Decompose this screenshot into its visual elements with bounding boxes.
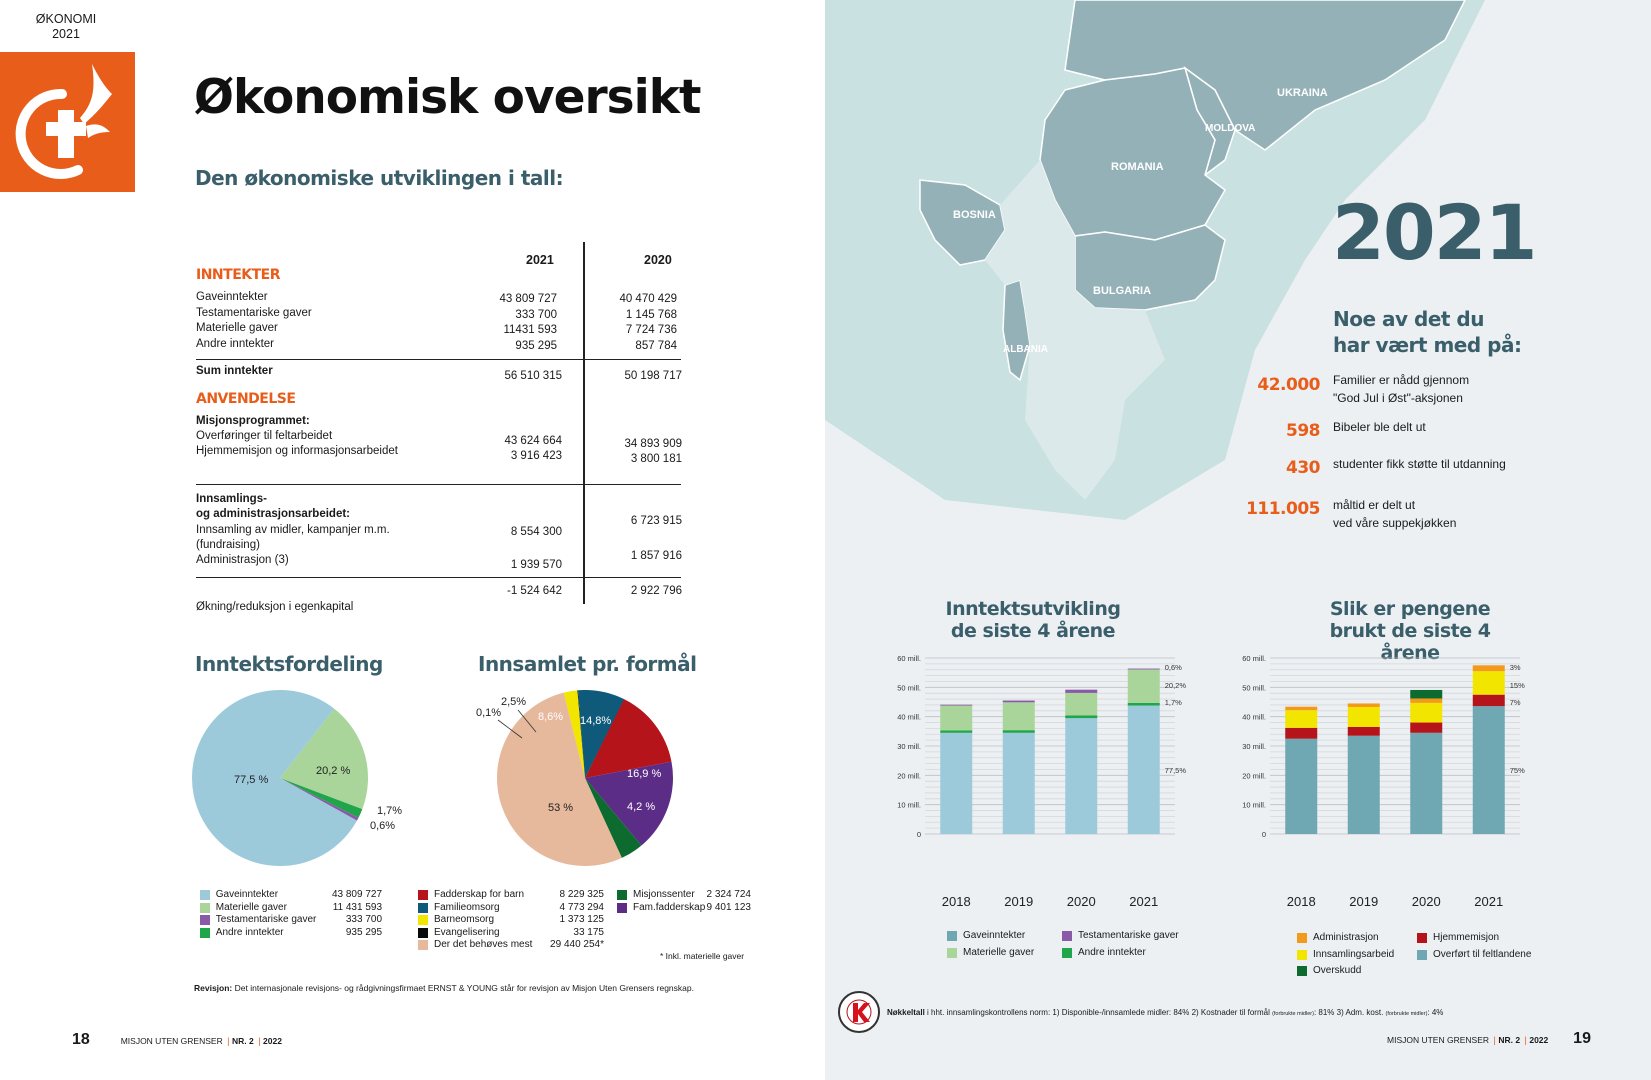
legend-value: 29 440 254*: [550, 939, 604, 950]
mission-header: Misjonsprogrammet:: [196, 415, 310, 427]
y-tick-label: 0: [916, 830, 921, 839]
admin-header-1: Innsamlings-: [196, 493, 267, 505]
income-row-2021: 935 295: [515, 339, 557, 352]
keyfigures-bold: Nøkkeltall: [887, 1008, 925, 1017]
legend-value: 8 229 325: [559, 889, 604, 900]
bar1-legend: [947, 930, 1187, 959]
legend-swatch: [1062, 948, 1072, 958]
income-header: INNTEKTER: [196, 267, 280, 283]
legend-swatch: [617, 903, 627, 913]
y-tick-label: 10 mill.: [1242, 800, 1266, 810]
legend-label: Materielle gaver: [215, 901, 287, 913]
legend-swatch: [200, 903, 210, 913]
footer-right-issue: NR. 2: [1498, 1035, 1521, 1045]
legend-item: [617, 889, 757, 902]
sum-2020: 50 198 717: [624, 370, 682, 382]
x-tick-label: 2019: [1004, 894, 1034, 909]
legend-item: [1417, 932, 1547, 945]
bar-annotation: 75%: [1509, 766, 1525, 775]
legend-swatch: [1297, 933, 1307, 943]
col-2021-header: 2021: [526, 253, 554, 267]
bar-segment: [1003, 730, 1035, 733]
legend-swatch: [947, 948, 957, 958]
legend-swatch: [1297, 950, 1307, 960]
bar-segment: [940, 730, 972, 732]
highlight-text-4b: ved våre suppekjøkken: [1333, 516, 1457, 530]
income-row-label: Materielle gaver: [196, 322, 278, 334]
income-row-2021: 11431 593: [503, 324, 557, 336]
y-tick-label: 50 mill.: [1242, 683, 1266, 693]
page-title: Økonomisk oversikt: [194, 70, 701, 125]
keyfigures-small-2: (forbrukte midler): [1385, 1011, 1428, 1017]
footer-left-issue: NR. 2: [232, 1036, 254, 1046]
sum-label: Sum inntekter: [196, 365, 273, 377]
legend-swatch: [418, 890, 428, 900]
map-label-bosnia: BOSNIA: [953, 209, 996, 221]
bar-segment: [1348, 703, 1380, 707]
pie2-label-b: 0,1%: [476, 707, 502, 719]
income-row-2020: 40 470 429: [619, 293, 677, 305]
revision-note: [194, 983, 694, 993]
mission-row-2-label: Hjemmemisjon og informasjonsarbeidet: [196, 445, 398, 457]
legend-label: Innsamlingsarbeid: [1313, 948, 1395, 960]
fund-label-2: (fundraising): [196, 539, 260, 551]
logo: [0, 52, 135, 192]
pie2-label-a: 53 %: [548, 802, 574, 814]
y-tick-label: 60 mill.: [1242, 654, 1266, 663]
income-row-2021: 333 700: [515, 308, 557, 321]
map-label-moldova: MOLDOVA: [1205, 123, 1256, 134]
bar-segment: [1473, 706, 1505, 834]
bar-segment: [1003, 733, 1035, 834]
mission-row-1-2020: 34 893 909: [624, 438, 682, 450]
use-header: ANVENDELSE: [196, 391, 296, 407]
legend-value: 333 700: [345, 914, 383, 925]
legend-swatch: [418, 915, 428, 925]
legend-item: [200, 889, 382, 902]
legend-label: Andre inntekter: [1078, 946, 1146, 958]
keyfigures-part-1: i hht. innsamlingskontrollens norm: 1) Disponible-/innsamlede midler: 84% 2) Kostnader til formål: [924, 1008, 1273, 1017]
y-tick-label: 30 mill.: [1242, 742, 1266, 751]
legend-item: [1297, 949, 1417, 962]
legend-value: 2 324 724: [706, 889, 751, 900]
highlights-title-2: har vært med på:: [1333, 333, 1522, 357]
col-2020-header: 2020: [644, 253, 672, 267]
pie2-title: Innsamlet pr. formål: [478, 652, 697, 676]
footer-right: MISJON UTEN GRENSER | NR. 2 | 2022 19: [1387, 1030, 1591, 1047]
legend-value: 9 401 123: [706, 901, 751, 913]
income-rows: [196, 290, 681, 352]
footer-left: 18 MISJON UTEN GRENSER | NR. 2 | 2022: [72, 1031, 282, 1048]
legend-value: 935 295: [345, 926, 383, 938]
legend-item: [1297, 965, 1417, 978]
left-page: [0, 0, 825, 1080]
legend-item: [1062, 930, 1192, 943]
legend-label: Overført til feltlandene: [1433, 948, 1532, 960]
bar-segment: [1128, 703, 1160, 706]
highlight-num-1: 42.000: [1257, 375, 1320, 395]
x-tick-label: 2020: [1411, 894, 1441, 909]
legend-label: Evangelisering: [434, 926, 500, 938]
legend-label: Testamentariske gaver: [215, 914, 317, 925]
pie2-label-e: 14,8%: [580, 715, 612, 727]
bar-segment: [940, 706, 972, 731]
legend-swatch: [1062, 931, 1072, 941]
change-2020: 2 922 796: [630, 585, 682, 597]
bar-segment: [1285, 707, 1317, 711]
bar-segment: [1285, 739, 1317, 834]
highlight-num-2: 598: [1286, 421, 1320, 441]
bar-segment: [1473, 665, 1505, 671]
legend-value: 33 175: [573, 926, 604, 938]
legend-item: [418, 889, 608, 902]
bar-annotation: 1,7%: [1164, 698, 1182, 707]
mission-row-2-2020: 3 800 181: [630, 453, 682, 465]
footer-right-pub: MISJON UTEN GRENSER: [1387, 1035, 1490, 1045]
keyfigures-part-3: : 4%: [1427, 1008, 1444, 1017]
admin-divider: [196, 484, 681, 485]
bar2-legend: [1297, 932, 1557, 978]
legend-item: [1417, 949, 1547, 962]
legend-label: Administrasjon: [1313, 932, 1379, 943]
pie1-chart: [190, 690, 420, 880]
fund-2021: 8 554 300: [510, 526, 562, 538]
section-tag: [24, 12, 108, 42]
keyfigures-seal: [838, 991, 880, 1033]
x-tick-label: 2018: [941, 894, 971, 909]
map-label-albania: ALBANIA: [1003, 344, 1048, 355]
x-tick-label: 2020: [1066, 894, 1096, 909]
pie1-label-c: 1,7%: [377, 805, 403, 817]
pie1-label-a: 77,5 %: [234, 774, 269, 786]
legend-swatch: [1417, 933, 1427, 943]
change-divider: [196, 577, 681, 578]
legend-swatch: [1297, 966, 1307, 976]
income-row-2020: 7 724 736: [625, 324, 677, 336]
y-tick-label: 0: [1261, 830, 1266, 839]
bar-segment: [1128, 669, 1160, 670]
y-tick-label: 20 mill.: [897, 771, 921, 781]
highlight-num-4: 111.005: [1246, 499, 1320, 519]
legend-label: Fam.fadderskap: [633, 901, 706, 913]
bar2-chart: [1220, 650, 1540, 910]
year-big: 2021: [1332, 188, 1536, 277]
map-label-bulgaria: BULGARIA: [1093, 285, 1152, 297]
legend-label: Familieomsorg: [434, 901, 500, 913]
pie2-label-g: 4,2 %: [627, 801, 656, 813]
revision-bold: Revisjon:: [194, 983, 233, 993]
income-row: [196, 306, 681, 322]
income-row-label: Testamentariske gaver: [196, 306, 312, 319]
right-page: [825, 0, 1651, 1080]
legend-item: [418, 914, 608, 927]
pie1-title: Inntektsfordeling: [195, 652, 383, 676]
legend-swatch: [418, 903, 428, 913]
logo-cross-dove-icon: [0, 52, 135, 192]
fund-2020: 6 723 915: [630, 515, 682, 527]
highlights-title-1: Noe av det du: [1333, 307, 1484, 331]
keyfigures-small-1: (forbrukte midler): [1272, 1011, 1314, 1017]
income-row: [196, 290, 681, 306]
legend-value: 4 773 294: [559, 901, 604, 913]
highlight-text-3a: studenter fikk støtte til utdanning: [1333, 457, 1506, 471]
admin-2020: 1 857 916: [630, 550, 682, 562]
legend-label: Gaveinntekter: [215, 889, 279, 900]
pie1-legend: [200, 889, 382, 939]
legend-swatch: [418, 928, 428, 938]
admin-label: Administrasjon (3): [196, 554, 289, 566]
mission-row-2-2021: 3 916 423: [510, 450, 562, 462]
pie2-chart: [460, 690, 700, 880]
x-tick-label: 2019: [1349, 894, 1379, 909]
legend-value: 11 431 593: [332, 901, 383, 913]
legend-label: Der det behøves mest: [434, 939, 533, 950]
bar-annotation: 0,6%: [1164, 663, 1182, 672]
bar-segment: [1128, 706, 1160, 834]
legend-label: Gaveinntekter: [963, 930, 1026, 941]
change-2021: -1 524 642: [507, 585, 562, 597]
admin-2021: 1 939 570: [510, 559, 562, 571]
legend-item: [947, 947, 1062, 960]
y-tick-label: 30 mill.: [897, 742, 921, 751]
legend-swatch: [617, 890, 627, 900]
bar1-title: Inntektsutvikling de siste 4 årene: [945, 598, 1121, 642]
legend-item: [947, 930, 1062, 943]
legend-swatch: [200, 890, 210, 900]
footer-left-pub: MISJON UTEN GRENSER: [120, 1036, 223, 1046]
map-label-romania: ROMANIA: [1111, 161, 1164, 173]
bar2-title: Slik er pengene brukt de siste 4 årene: [1329, 598, 1491, 664]
legend-label: Fadderskap for barn: [434, 889, 525, 900]
bar-segment: [1003, 702, 1035, 730]
pie1-label-d: 0,6%: [370, 820, 396, 832]
change-label: Økning/reduksjon i egenkapital: [196, 601, 354, 613]
bar-annotation: 15%: [1509, 681, 1525, 690]
legend-label: Misjonssenter: [633, 889, 695, 900]
bar-segment: [1285, 728, 1317, 739]
legend-item: [200, 914, 382, 927]
income-row: [196, 337, 681, 353]
bar-segment: [940, 705, 972, 706]
finance-table: [196, 238, 686, 618]
legend-item: [1297, 932, 1417, 945]
mission-row-1-label: Overføringer til feltarbeidet: [196, 430, 333, 442]
innsamlingskontrollen-seal-icon: [840, 993, 878, 1031]
pie2-legend-left: [418, 889, 608, 952]
bar-segment: [1473, 671, 1505, 694]
bar-segment: [1065, 690, 1097, 693]
sum-2021: 56 510 315: [504, 370, 562, 382]
legend-item: [200, 927, 382, 940]
income-row: [196, 321, 681, 337]
legend-item: [1062, 947, 1192, 960]
legend-swatch: [200, 915, 210, 925]
highlight-num-3: 430: [1286, 458, 1320, 478]
pie2-label-f: 16,9 %: [627, 768, 662, 780]
legend-swatch: [418, 940, 428, 950]
legend-label: Overskudd: [1313, 965, 1362, 976]
pie1-label-b: 20,2 %: [316, 765, 351, 777]
revision-text: Det internasjonale revisjons- og rådgivningsfirmaet ERNST & YOUNG står for revisjon av Misjon Uten Grensers regnskap.: [232, 983, 694, 993]
sum-divider: [196, 359, 681, 360]
page-number-left: 18: [72, 1031, 90, 1048]
bar-segment: [1410, 703, 1442, 723]
bar-segment: [1285, 710, 1317, 728]
x-tick-label: 2018: [1286, 894, 1316, 909]
income-row-2020: 857 784: [635, 339, 677, 352]
income-row-2020: 1 145 768: [625, 308, 677, 321]
legend-label: Barneomsorg: [434, 914, 495, 925]
keyfigures-part-2: : 81% 3) Adm. kost.: [1313, 1008, 1386, 1017]
bar-segment: [1065, 715, 1097, 718]
bar-annotation: 3%: [1509, 663, 1521, 672]
bar-segment: [1410, 690, 1442, 699]
bar-segment: [1410, 698, 1442, 702]
y-tick-label: 50 mill.: [897, 683, 921, 693]
y-tick-label: 40 mill.: [897, 712, 921, 722]
highlight-text-1b: "God Jul i Øst"-aksjonen: [1333, 391, 1463, 405]
bar-segment: [1410, 723, 1442, 733]
pie2-footnote: * Inkl. materielle gaver: [660, 951, 745, 961]
bar-annotation: 7%: [1509, 698, 1521, 707]
highlight-text-1a: Familier er nådd gjennom: [1333, 373, 1470, 387]
legend-swatch: [1417, 950, 1427, 960]
footer-right-year: 2022: [1529, 1035, 1549, 1045]
section-tag-line1: ØKONOMI: [35, 12, 97, 26]
y-tick-label: 60 mill.: [897, 654, 921, 663]
pie2-label-d: 8,6%: [538, 711, 564, 723]
bar-segment: [1065, 718, 1097, 834]
legend-item: [418, 939, 608, 952]
bar-segment: [1003, 701, 1035, 703]
bar-segment: [940, 733, 972, 834]
legend-value: 43 809 727: [331, 889, 383, 900]
bar-segment: [1128, 669, 1160, 702]
bar1-chart: [875, 650, 1195, 910]
section-tag-line2: 2021: [52, 27, 80, 41]
keyfigures-text: [887, 1008, 1443, 1017]
income-row-label: Andre inntekter: [196, 337, 274, 350]
footer-left-year: 2022: [263, 1036, 282, 1046]
pie2-label-c: 2,5%: [501, 696, 527, 708]
pie2-legend-right: [617, 889, 757, 914]
legend-label: Hjemmemisjon: [1433, 932, 1500, 943]
legend-item: [200, 902, 382, 915]
map-label-ukraina: UKRAINA: [1277, 87, 1328, 99]
legend-item: [617, 902, 757, 915]
bar-segment: [1348, 707, 1380, 727]
legend-item: [418, 927, 608, 940]
bar-segment: [1473, 695, 1505, 706]
legend-swatch: [200, 928, 210, 938]
y-tick-label: 10 mill.: [897, 800, 921, 810]
legend-value: 1 373 125: [559, 914, 604, 925]
legend-item: [418, 902, 608, 915]
admin-header-2: og administrasjonsarbeidet:: [196, 508, 351, 520]
page-subtitle: Den økonomiske utviklingen i tall:: [195, 166, 564, 190]
bar-segment: [1348, 736, 1380, 834]
x-tick-label: 2021: [1474, 894, 1504, 909]
x-tick-label: 2021: [1129, 894, 1159, 909]
legend-swatch: [947, 931, 957, 941]
y-tick-label: 20 mill.: [1242, 771, 1266, 781]
page-number-right: 19: [1573, 1030, 1591, 1047]
y-tick-label: 40 mill.: [1242, 712, 1266, 722]
bar-annotation: 77,5%: [1164, 766, 1187, 775]
legend-label: Materielle gaver: [963, 946, 1035, 958]
income-row-2021: 43 809 727: [499, 293, 557, 305]
highlights-title: [1333, 306, 1521, 358]
highlight-text-2a: Bibeler ble delt ut: [1333, 420, 1426, 434]
bar-segment: [1065, 693, 1097, 716]
mission-row-1-2021: 43 624 664: [504, 435, 562, 447]
income-row-label: Gaveinntekter: [196, 291, 268, 303]
legend-label: Testamentariske gaver: [1078, 930, 1179, 941]
fund-label-1: Innsamling av midler, kampanjer m.m.: [196, 524, 390, 536]
legend-label: Andre inntekter: [215, 926, 284, 938]
bar-segment: [1410, 733, 1442, 834]
bar-segment: [1348, 727, 1380, 736]
highlight-text-4a: måltid er delt ut: [1333, 498, 1416, 512]
bar-annotation: 20,2%: [1164, 681, 1187, 690]
